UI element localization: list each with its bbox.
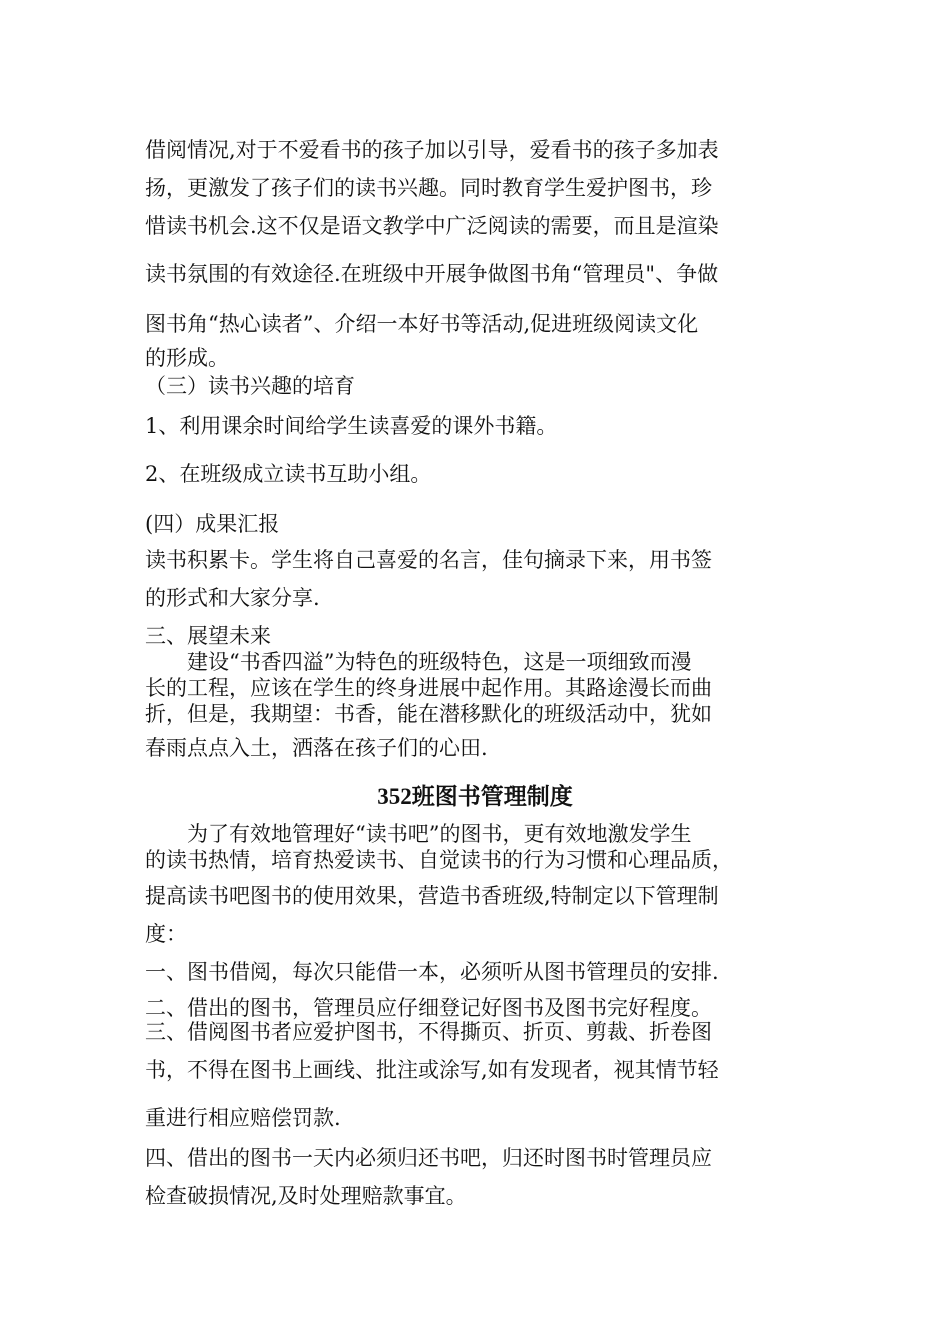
text-line: 检查破损情况,及时处理赔款事宜。	[145, 1184, 467, 1208]
section-heading: (四）成果汇报	[145, 512, 280, 536]
text-line: 的形成。	[145, 346, 229, 370]
text-line: 提高读书吧图书的使用效果，营造书香班级,特制定以下管理制	[145, 884, 719, 908]
text-line: 重进行相应赔偿罚款.	[145, 1106, 341, 1130]
text-line: 春雨点点入土，洒落在孩子们的心田.	[145, 736, 488, 760]
section-heading: （三）读书兴趣的培育	[145, 374, 355, 398]
list-item: 1、利用课余时间给学生读喜爱的课外书籍。	[145, 414, 558, 438]
list-item: 三、借阅图书者应爱护图书，不得撕页、折页、剪裁、折卷图	[145, 1020, 712, 1044]
text-line: 折，但是，我期望：书香，能在潜移默化的班级活动中，犹如	[145, 702, 712, 726]
text-line: 借阅情况,对于不爱看书的孩子加以引导，爱看书的孩子多加表	[145, 138, 719, 162]
text-line: 书，不得在图书上画线、批注或涂写,如有发现者，视其情节轻	[145, 1058, 719, 1082]
text-line: 建设“书香四溢”为特色的班级特色，这是一项细致而漫	[145, 650, 692, 674]
list-item: 四、借出的图书一天内必须归还书吧，归还时图书时管理员应	[145, 1146, 712, 1170]
text-line: 的读书热情，培育热爱读书、自觉读书的行为习惯和心理品质，	[145, 848, 733, 872]
text-line: 读书积累卡。学生将自己喜爱的名言，佳句摘录下来，用书签	[145, 548, 712, 572]
text-line: 的形式和大家分享.	[145, 586, 320, 610]
text-line: 读书氛围的有效途径.在班级中开展争做图书角“管理员"、争做	[145, 262, 719, 286]
text-line: 扬，更激发了孩子们的读书兴趣。同时教育学生爱护图书，珍	[145, 176, 712, 200]
text-line: 为了有效地管理好“读书吧”的图书，更有效地激发学生	[145, 822, 692, 846]
text-line: 长的工程，应该在学生的终身进展中起作用。其路途漫长而曲	[145, 676, 712, 700]
list-item: 一、图书借阅，每次只能借一本，必须听从图书管理员的安排.	[145, 960, 719, 984]
document-title: 352班图书管理制度	[377, 784, 573, 809]
list-item: 二、借出的图书，管理员应仔细登记好图书及图书完好程度。	[145, 996, 712, 1020]
text-line: 惜读书机会.这不仅是语文教学中广泛阅读的需要，而且是渲染	[145, 214, 719, 238]
text-line: 度：	[145, 922, 187, 946]
section-heading: 三、展望未来	[145, 624, 271, 648]
list-item: 2、在班级成立读书互助小组。	[145, 462, 432, 486]
text-line: 图书角“热心读者”、介绍一本好书等活动,促进班级阅读文化	[145, 312, 699, 336]
